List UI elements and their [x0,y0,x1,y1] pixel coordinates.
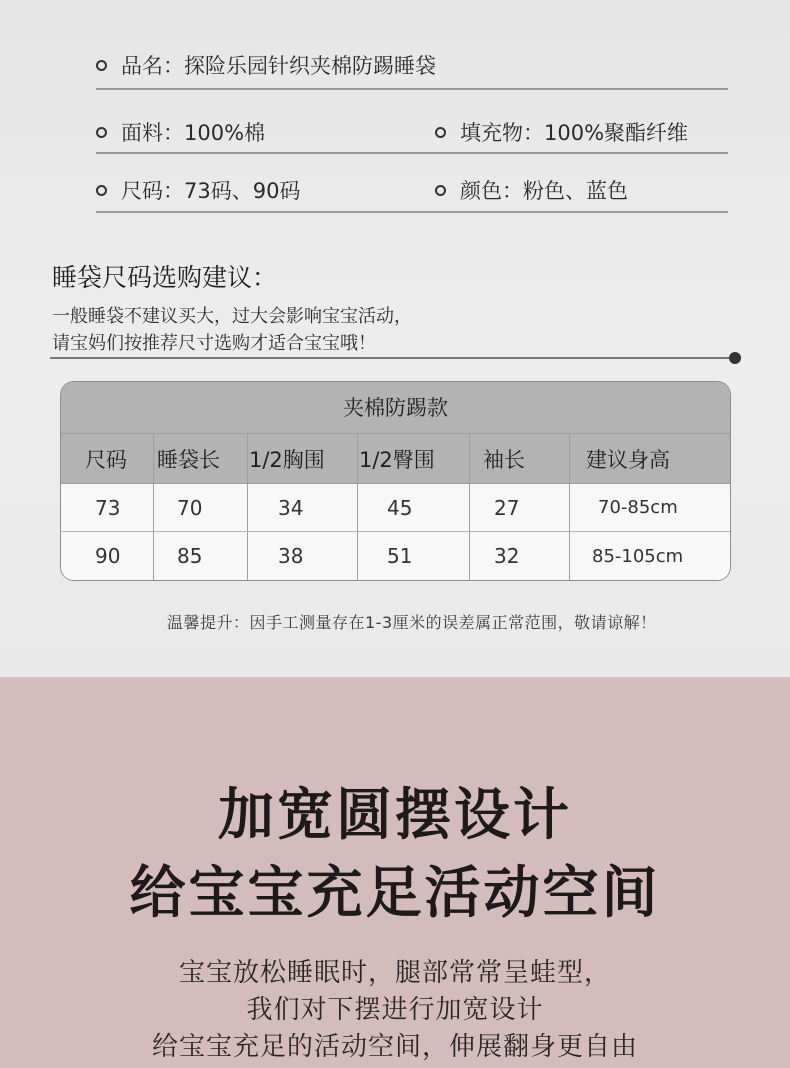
filling-label: 填充物： [460,121,544,145]
size-row [96,171,300,209]
product-name-label: 品名： [121,54,184,78]
advice-title: 睡袋尺码选购建议： [52,263,278,292]
advice-divider [50,357,734,359]
color-value: 粉色、蓝色 [523,179,628,203]
table-header-cell: 尺码 [61,434,154,483]
divider [96,152,728,154]
table-cell: 51 [358,532,470,580]
divider-dot-icon [729,352,741,364]
table-cell: 34 [248,484,358,531]
feature-section [0,677,790,1068]
table-header-cell: 1/2臀围 [358,434,470,483]
advice-line-2: 请宝妈们按推荐尺寸选购才适合宝宝哦！ [52,333,376,354]
color-label: 颜色： [460,179,523,203]
table-header-cell: 1/2胸围 [248,434,358,483]
table-cell: 70-85cm [598,497,678,518]
filling-value: 100%聚酯纤维 [544,121,689,145]
table-header-cell: 睡袋长 [154,434,248,483]
size-label: 尺码： [121,179,184,203]
fabric-label: 面料： [121,121,184,145]
bullet-icon [96,185,107,196]
divider [96,88,728,90]
table-header-cell: 袖长 [470,434,570,483]
bullet-icon [96,60,107,71]
table-cell: 38 [248,532,358,580]
table-row [61,484,730,532]
product-name-row [96,46,436,84]
divider [96,211,728,213]
feature-title-2: 给宝宝充足活动空间 [129,861,661,926]
size-value: 73码、90码 [184,179,301,203]
table-cell: 70 [154,484,248,531]
feature-desc-2: 我们对下摆进行加宽设计 [246,995,544,1025]
bullet-icon [96,127,107,138]
bullet-icon [435,185,446,196]
table-cell: 45 [358,484,470,531]
table-cell: 73 [61,484,154,531]
table-title: 夹棉防踢款 [61,382,730,434]
fabric-value: 100%棉 [184,121,266,145]
feature-desc-1: 宝宝放松睡眠时，腿部常常呈蛙型， [178,958,611,988]
advice-line-1: 一般睡袋不建议买大，过大会影响宝宝活动， [52,306,412,327]
size-table [60,381,731,581]
table-cell: 32 [470,532,570,580]
product-name-value: 探险乐园针织夹棉防踢睡袋 [184,54,436,78]
table-header-row [61,434,730,484]
table-cell: 85-105cm [592,545,684,567]
filling-row [435,113,688,151]
feature-title-1: 加宽圆摆设计 [218,783,572,848]
color-row [435,171,628,209]
table-cell: 90 [61,532,154,580]
feature-desc-3: 给宝宝充足的活动空间，伸展翻身更自由 [151,1032,638,1062]
measurement-tip: 温馨提升：因手工测量存在1-3厘米的误差属正常范围，敬请谅解！ [167,613,657,632]
table-header-cell: 建议身高 [586,447,670,472]
table-cell: 85 [154,532,248,580]
table-row [61,532,730,580]
bullet-icon [435,127,446,138]
fabric-row [96,113,265,151]
table-cell: 27 [470,484,570,531]
